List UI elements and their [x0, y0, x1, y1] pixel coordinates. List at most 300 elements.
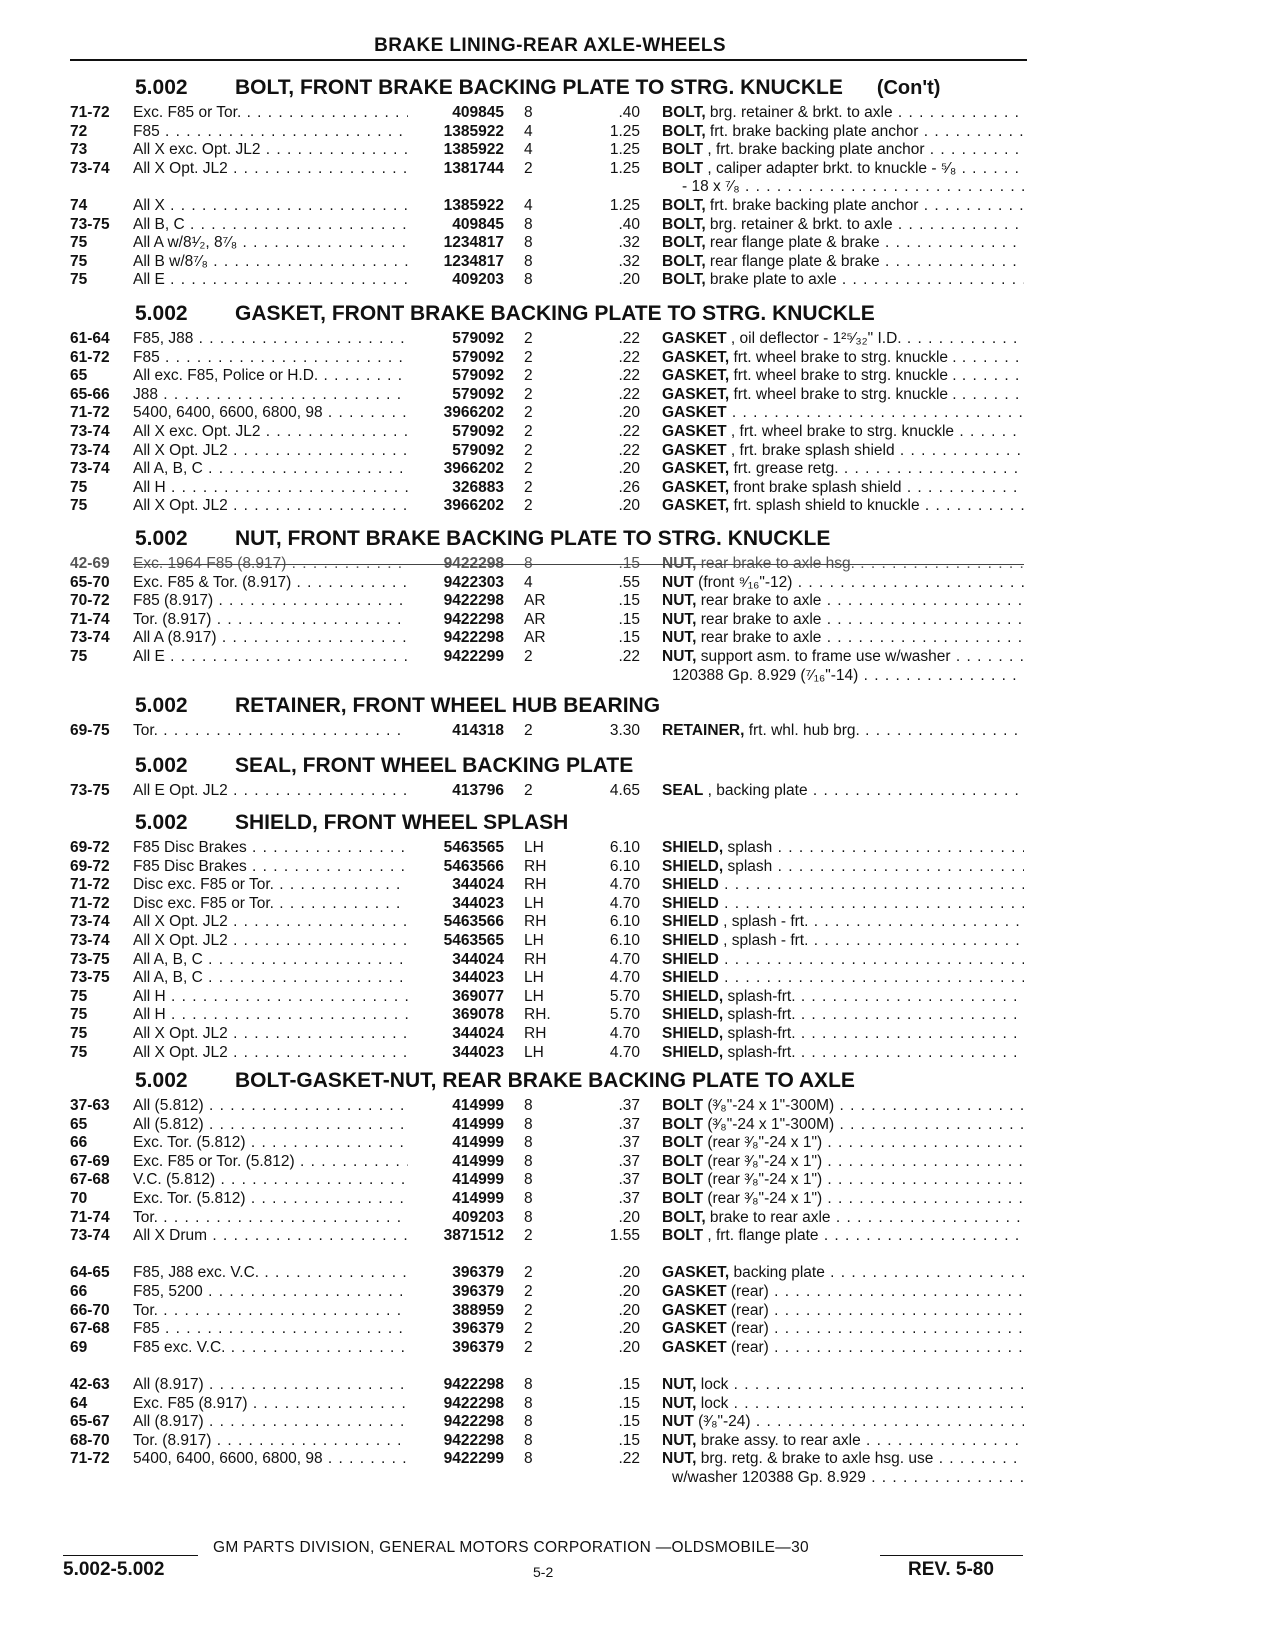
year-range: 75	[70, 987, 88, 1005]
part-number: 1385922	[443, 122, 504, 140]
model-applicability: 5400, 6400, 6600, 6800, 98 . . .	[133, 403, 408, 422]
model-applicability: Tor. (8.917) . . .	[133, 610, 408, 629]
model-applicability: J88 . . .	[133, 385, 408, 404]
price: 4.70	[609, 876, 640, 894]
footer-publisher: GM PARTS DIVISION, GENERAL MOTORS CORPORATION —OLDSMOBILE—30	[213, 1539, 809, 1556]
part-detail: (rear)	[726, 1320, 769, 1338]
year-range: 75	[70, 234, 88, 252]
part-row	[0, 366, 1280, 385]
model-applicability: All X Opt. JL2 . . .	[133, 912, 408, 931]
part-detail: splash	[723, 839, 773, 856]
part-description	[662, 857, 1024, 876]
part-row	[0, 496, 1280, 515]
part-description	[662, 931, 1024, 950]
part-row	[0, 422, 1280, 441]
part-number: 344024	[452, 1025, 504, 1042]
price: .22	[618, 441, 640, 459]
section-header	[135, 526, 830, 552]
price: .32	[618, 234, 640, 252]
section-number: 5.002	[135, 76, 188, 99]
part-detail: (front ⁹⁄₁₆"-12)	[693, 573, 793, 591]
part-row	[0, 573, 1280, 592]
quantity: 8	[524, 1190, 533, 1207]
part-number: 388959	[452, 1301, 504, 1319]
part-row	[0, 987, 1280, 1006]
part-number: 409203	[452, 271, 504, 289]
quantity: 2	[524, 648, 533, 665]
model-applicability: All (5.812) . . .	[133, 1096, 408, 1115]
part-name: SHIELD,	[662, 1006, 724, 1024]
part-name: GASKET,	[662, 367, 730, 385]
part-detail: , frt. wheel brake to strg. knuckle	[726, 423, 955, 440]
model-applicability: All exc. F85, Police or H.D. . . .	[133, 366, 408, 385]
model-applicability: All X exc. Opt. JL2 . . .	[133, 422, 408, 441]
year-range: 73-75	[70, 969, 110, 987]
part-detail: rear flange plate & brake	[705, 234, 880, 252]
section-header	[135, 301, 875, 327]
part-detail: frt. wheel brake to strg. knuckle .	[729, 385, 957, 403]
part-detail: lock	[696, 1394, 729, 1412]
year-range: 69-72	[70, 857, 110, 875]
section-title: RETAINER, FRONT WHEEL HUB BEARING	[235, 694, 661, 717]
year-range: 71-74	[70, 1208, 110, 1226]
part-description	[662, 875, 1024, 894]
quantity: 8	[524, 1208, 533, 1226]
year-range: 73-74	[70, 629, 110, 647]
price: .37	[618, 1190, 640, 1207]
quantity: 8	[524, 1431, 533, 1449]
section-title: SHIELD, FRONT WHEEL SPLASH	[235, 811, 569, 834]
part-detail: brg. retg. & brake to axle hsg. use	[696, 1450, 934, 1468]
section-number: 5.002	[135, 527, 188, 550]
part-name: GASKET,	[662, 348, 730, 366]
part-description	[662, 122, 1024, 141]
part-detail: (³⁄₈"-24 x 1"-300M)	[703, 1097, 835, 1114]
part-name: GASKET,	[662, 478, 730, 496]
quantity: 2	[524, 404, 533, 422]
model-applicability: F85, J88 . . .	[133, 329, 408, 348]
part-detail: splash-frt.	[723, 987, 796, 1005]
year-range: 37-63	[70, 1097, 110, 1114]
part-description	[662, 159, 1024, 178]
quantity: 8	[524, 1450, 533, 1468]
part-number: 369078	[452, 1006, 504, 1024]
price: .37	[618, 1115, 640, 1133]
price: .15	[618, 610, 640, 628]
price: .15	[618, 1376, 640, 1393]
part-name: BOLT,	[662, 215, 706, 233]
footer-rule-right	[880, 1555, 1023, 1556]
price: 4.70	[609, 1043, 640, 1061]
quantity: 8	[524, 1152, 533, 1170]
price: .40	[618, 215, 640, 233]
part-number: 344024	[452, 950, 504, 968]
year-range: 73-74	[70, 460, 110, 478]
part-row	[0, 1152, 1280, 1171]
part-detail: frt. brake backing plate anchor	[705, 122, 919, 140]
model-applicability: All X Opt. JL2 . . .	[133, 159, 408, 178]
model-applicability: F85 (8.917) . . .	[133, 591, 408, 610]
model-applicability: F85 exc. V.C. . . .	[133, 1338, 408, 1357]
part-row	[0, 1096, 1280, 1115]
price: .20	[618, 404, 640, 422]
part-name: GASKET	[662, 423, 727, 440]
quantity: 2	[524, 330, 533, 347]
year-range: 64-65	[70, 1264, 110, 1282]
model-applicability: All (8.917) . . .	[133, 1375, 408, 1394]
price: .40	[618, 104, 640, 121]
model-applicability: Disc exc. F85 or Tor. . . .	[133, 894, 408, 913]
part-description	[662, 1024, 1024, 1043]
price: 6.10	[609, 839, 640, 856]
part-row	[0, 459, 1280, 478]
part-row	[0, 1263, 1280, 1282]
part-description	[662, 591, 1024, 610]
part-number: 9422298	[443, 1431, 504, 1449]
model-applicability: F85 Disc Brakes . . .	[133, 838, 408, 857]
section-header	[135, 810, 568, 836]
model-applicability: F85 Disc Brakes . . .	[133, 857, 408, 876]
model-applicability: Exc. F85 (8.917) . . .	[133, 1394, 408, 1413]
price: 1.25	[609, 159, 640, 177]
section-header	[135, 693, 660, 719]
part-row	[0, 252, 1280, 271]
part-row	[0, 591, 1280, 610]
year-range: 66	[70, 1283, 88, 1300]
part-row	[0, 1005, 1280, 1024]
year-range: 70	[70, 1190, 88, 1207]
quantity: 8	[524, 104, 533, 121]
part-number: 9422298	[443, 1376, 504, 1393]
part-name: GASKET	[662, 1301, 727, 1319]
part-description	[662, 781, 1024, 800]
price: .37	[618, 1097, 640, 1114]
part-row	[0, 1338, 1280, 1357]
part-description	[662, 422, 1024, 441]
price: .22	[618, 330, 640, 347]
section-title: NUT, FRONT BRAKE BACKING PLATE TO STRG. KNUCKLE	[235, 527, 831, 550]
section-title: BOLT-GASKET-NUT, REAR BRAKE BACKING PLATE TO AXLE	[235, 1069, 855, 1092]
quantity: 8	[524, 1376, 533, 1393]
year-range: 73-74	[70, 1227, 110, 1245]
year-range: 73-74	[70, 423, 110, 440]
quantity: 2	[524, 441, 533, 459]
part-name: SHIELD,	[662, 839, 724, 856]
price: 4.70	[609, 1025, 640, 1042]
quantity: 2	[524, 385, 533, 403]
part-detail: (rear ³⁄₈"-24 x 1")	[703, 1134, 823, 1152]
quantity: 2	[524, 159, 533, 177]
quantity: 8	[524, 1097, 533, 1114]
price: .20	[618, 1264, 640, 1282]
quantity: 8	[524, 1134, 533, 1152]
part-detail: , backing plate	[703, 782, 808, 799]
quantity: 8	[524, 1115, 533, 1133]
quantity: 2	[524, 497, 533, 515]
part-name: GASKET,	[662, 1264, 730, 1282]
part-number: 409203	[452, 1208, 504, 1226]
part-detail: rear brake to axle	[696, 610, 822, 628]
part-row	[0, 103, 1280, 122]
footer-revision: REV. 5-80	[908, 1559, 994, 1580]
price: .20	[618, 271, 640, 289]
quantity: 8	[524, 555, 533, 572]
quantity: LH	[524, 969, 544, 987]
model-applicability: All X Opt. JL2 . . .	[133, 1024, 408, 1043]
year-range: 64	[70, 1394, 88, 1412]
model-applicability: Exc. F85 & Tor. (8.917) . . .	[133, 573, 408, 592]
part-name: BOLT	[662, 1171, 704, 1189]
year-range: 73-75	[70, 950, 110, 968]
part-row	[0, 912, 1280, 931]
part-number: 9422303	[443, 573, 504, 591]
part-description	[662, 1282, 1024, 1301]
price: .15	[618, 555, 640, 572]
price: .26	[618, 478, 640, 496]
year-range: 65-67	[70, 1413, 110, 1431]
description-continuation: w/washer 120388 Gp. 8.929 . . .	[672, 1468, 1024, 1487]
part-detail: , frt. flange plate	[703, 1227, 819, 1245]
part-row	[0, 894, 1280, 913]
part-row	[0, 270, 1280, 289]
part-detail: lock	[696, 1376, 729, 1393]
part-description	[662, 103, 1024, 122]
part-row	[0, 1170, 1280, 1189]
part-number: 396379	[452, 1283, 504, 1300]
part-description	[662, 1338, 1024, 1357]
part-name: GASKET	[662, 330, 727, 347]
quantity: 4	[524, 573, 533, 591]
quantity: RH	[524, 1025, 547, 1042]
price: .20	[618, 1301, 640, 1319]
part-row	[0, 122, 1280, 141]
part-detail: rear brake to axle	[696, 629, 822, 647]
price: .20	[618, 1283, 640, 1300]
model-applicability: Exc. Tor. (5.812) . . .	[133, 1189, 408, 1208]
quantity: LH	[524, 1043, 544, 1061]
model-applicability: Tor. . . .	[133, 1301, 408, 1320]
part-row	[0, 1319, 1280, 1338]
year-range: 67-68	[70, 1320, 110, 1338]
part-number: 579092	[452, 385, 504, 403]
price: .20	[618, 1338, 640, 1356]
part-number: 396379	[452, 1320, 504, 1338]
description-continuation: - 18 x ⁷⁄₈ . . .	[682, 177, 1024, 196]
part-number: 344023	[452, 1043, 504, 1061]
price: 5.70	[609, 1006, 640, 1024]
part-description	[662, 1005, 1024, 1024]
quantity: RH	[524, 950, 547, 968]
price: .22	[618, 1450, 640, 1468]
part-number: 3966202	[443, 497, 504, 515]
quantity: 4	[524, 141, 533, 159]
part-detail: (rear)	[726, 1301, 769, 1319]
part-name: NUT,	[662, 1450, 697, 1468]
year-range: 75	[70, 1006, 88, 1024]
year-range: 42-63	[70, 1376, 110, 1393]
part-number: 1234817	[443, 252, 504, 270]
year-range: 73-75	[70, 782, 110, 799]
part-detail: (rear)	[726, 1283, 769, 1300]
quantity: 2	[524, 1264, 533, 1282]
part-number: 3871512	[443, 1227, 504, 1245]
price: 1.25	[609, 197, 640, 214]
part-row	[0, 478, 1280, 497]
section-header	[135, 753, 633, 779]
part-description	[662, 385, 1024, 404]
part-description	[662, 441, 1024, 460]
part-name: RETAINER,	[662, 722, 745, 739]
part-number: 579092	[452, 423, 504, 440]
part-row	[0, 628, 1280, 647]
price: .15	[618, 1431, 640, 1449]
part-row	[0, 1282, 1280, 1301]
model-applicability: All H . . .	[133, 987, 408, 1006]
part-description	[662, 252, 1024, 271]
section-number: 5.002	[135, 754, 188, 777]
quantity: 2	[524, 722, 533, 739]
part-name: SHIELD	[662, 950, 719, 968]
part-description	[662, 573, 1024, 592]
year-range: 66	[70, 1134, 88, 1152]
quantity: LH	[524, 839, 544, 856]
model-applicability: F85 . . .	[133, 1319, 408, 1338]
year-range: 75	[70, 648, 88, 665]
price: .20	[618, 1320, 640, 1338]
part-description	[662, 1115, 1024, 1134]
part-number: 5463566	[443, 857, 504, 875]
section-number: 5.002	[135, 811, 188, 834]
price: .15	[618, 629, 640, 647]
year-range: 73-74	[70, 159, 110, 177]
quantity: 2	[524, 1227, 533, 1245]
year-range: 71-74	[70, 610, 110, 628]
quantity: RH	[524, 876, 547, 894]
part-detail: (rear ³⁄₈"-24 x 1")	[703, 1152, 823, 1170]
part-number: 9422298	[443, 610, 504, 628]
model-applicability: 5400, 6400, 6600, 6800, 98 . . .	[133, 1449, 408, 1468]
part-row	[0, 1208, 1280, 1227]
part-name: BOLT,	[662, 252, 706, 270]
model-applicability: Tor. . . .	[133, 721, 408, 740]
part-number: 409845	[452, 104, 504, 121]
part-row	[0, 950, 1280, 969]
part-name: BOLT,	[662, 197, 706, 214]
part-description	[662, 366, 1024, 385]
year-range: 65-70	[70, 573, 110, 591]
part-number: 344024	[452, 876, 504, 894]
year-range: 71-72	[70, 876, 110, 894]
part-name: NUT,	[662, 592, 697, 610]
part-detail: frt. splash shield to knuckle	[729, 497, 920, 515]
model-applicability: All X Opt. JL2 . . .	[133, 1043, 408, 1062]
model-applicability: Tor. . . .	[133, 1208, 408, 1227]
part-row	[0, 1024, 1280, 1043]
model-applicability: F85 . . .	[133, 348, 408, 367]
part-name: NUT	[662, 573, 694, 591]
part-number: 1234817	[443, 234, 504, 252]
price: .37	[618, 1171, 640, 1189]
part-detail: brake assy. to rear axle	[696, 1431, 861, 1449]
quantity: RH	[524, 913, 547, 931]
year-range: 74	[70, 197, 88, 214]
model-applicability: All X Opt. JL2 . . .	[133, 441, 408, 460]
section-title: BOLT, FRONT BRAKE BACKING PLATE TO STRG. KNUCKLE	[235, 76, 843, 99]
model-applicability: All (8.917) . . .	[133, 1412, 408, 1431]
part-number: 1381744	[443, 159, 504, 177]
year-range: 61-72	[70, 348, 110, 366]
quantity: 4	[524, 122, 533, 140]
part-row	[0, 1301, 1280, 1320]
part-description	[662, 1319, 1024, 1338]
model-applicability: All A, B, C . . .	[133, 950, 408, 969]
part-number: 5463565	[443, 839, 504, 856]
quantity: 2	[524, 460, 533, 478]
part-name: BOLT,	[662, 104, 706, 121]
price: 6.10	[609, 857, 640, 875]
section-number: 5.002	[135, 302, 188, 325]
part-row	[0, 1133, 1280, 1152]
quantity: 2	[524, 1338, 533, 1356]
part-row	[0, 403, 1280, 422]
part-number: 396379	[452, 1338, 504, 1356]
part-description	[662, 215, 1024, 234]
part-number: 579092	[452, 367, 504, 385]
part-detail: splash-frt.	[723, 1043, 796, 1061]
part-row	[0, 875, 1280, 894]
quantity: 2	[524, 367, 533, 385]
year-range: 75	[70, 1043, 88, 1061]
part-name: SHIELD,	[662, 1043, 724, 1061]
quantity: 2	[524, 423, 533, 440]
quantity: AR	[524, 629, 546, 647]
quantity: 2	[524, 348, 533, 366]
part-description	[662, 1096, 1024, 1115]
part-number: 9422299	[443, 648, 504, 665]
part-number: 3966202	[443, 460, 504, 478]
part-number: 9422299	[443, 1450, 504, 1468]
part-name: BOLT,	[662, 234, 706, 252]
part-description	[662, 496, 1024, 515]
model-applicability: F85 . . .	[133, 122, 408, 141]
price: .15	[618, 592, 640, 610]
part-name: BOLT	[662, 1134, 704, 1152]
part-description	[662, 1301, 1024, 1320]
price: 1.25	[609, 141, 640, 159]
part-number: 5463565	[443, 932, 504, 949]
part-description	[662, 987, 1024, 1006]
part-detail: rear flange plate & brake	[705, 252, 880, 270]
quantity: 8	[524, 1171, 533, 1189]
part-row	[0, 385, 1280, 404]
part-name: GASKET,	[662, 460, 730, 478]
part-detail: splash-frt.	[723, 1006, 796, 1024]
part-description	[662, 329, 1024, 348]
price: .15	[618, 1413, 640, 1431]
quantity: 8	[524, 234, 533, 252]
quantity: LH	[524, 987, 544, 1005]
part-detail: splash	[723, 857, 773, 875]
quantity: 8	[524, 215, 533, 233]
part-row	[0, 1394, 1280, 1413]
part-detail: , splash - frt.	[718, 913, 809, 931]
part-name: SHIELD,	[662, 1025, 724, 1042]
part-name: NUT,	[662, 610, 697, 628]
quantity: RH.	[524, 1006, 551, 1024]
year-range: 42-69	[70, 555, 110, 572]
part-row	[0, 1449, 1280, 1468]
page-title: BRAKE LINING-REAR AXLE-WHEELS	[374, 35, 726, 56]
